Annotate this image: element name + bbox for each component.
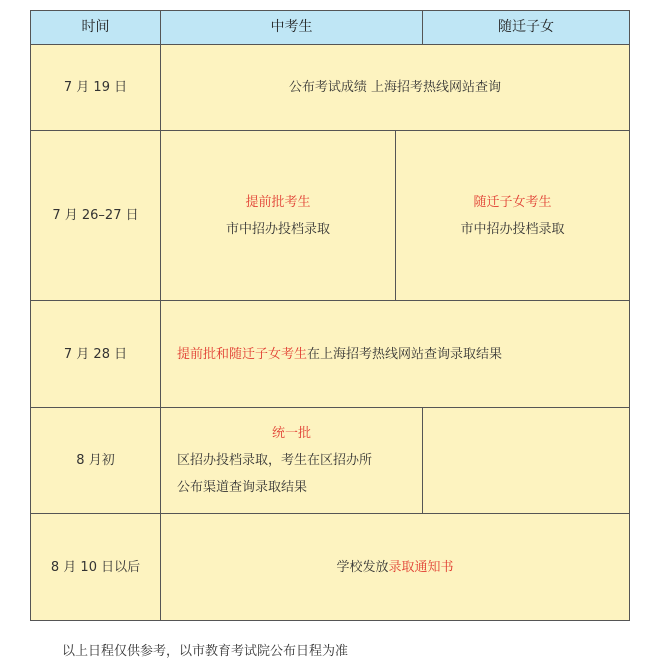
row3-rest-text: 在上海招考热线网站查询录取结果 <box>307 346 503 362</box>
row2-right <box>395 130 630 301</box>
row3-line <box>177 341 502 368</box>
header-time-label: 时间 <box>81 19 110 35</box>
row1-content <box>160 44 630 131</box>
row3-date <box>30 300 161 408</box>
row4-line2: 公布渠道查询录取结果 <box>177 480 308 495</box>
row2-left-title: 提前批考生 <box>245 194 311 210</box>
row1-date-text: 7 月 19 日 <box>63 80 128 95</box>
row3-content <box>160 300 630 408</box>
row5-red-text: 录取通知书 <box>388 559 454 575</box>
row3-red-text: 提前批和随迁子女考生 <box>177 346 308 362</box>
row2-date-text: 7 月 26–27 日 <box>52 208 139 223</box>
footnote: 以上日程仅供参考，以市教育考试院公布日程为准 <box>62 644 349 659</box>
row5-plain-text: 学校发放 <box>336 559 389 575</box>
header-suiqian <box>422 10 630 45</box>
row2-date <box>30 130 161 301</box>
row2-left <box>160 130 396 301</box>
header-time <box>30 10 161 45</box>
row1-date <box>30 44 161 131</box>
header-suiqian-label: 随迁子女 <box>498 19 554 35</box>
row2-left-text: 市中招办投档录取 <box>225 221 330 237</box>
row4-line1: 区招办投档录取，考生在区招办所 <box>177 453 373 468</box>
row4-date-text: 8 月初 <box>76 453 115 468</box>
row4-content <box>160 407 423 514</box>
row5-line <box>336 554 453 581</box>
header-zhongkao <box>160 10 423 45</box>
row5-content <box>160 513 630 621</box>
row2-right-title: 随迁子女考生 <box>473 194 552 210</box>
row4-date <box>30 407 161 514</box>
row5-date <box>30 513 161 621</box>
row4-empty <box>422 407 630 514</box>
row2-right-text: 市中招办投档录取 <box>460 221 565 237</box>
row1-text: 公布考试成绩 上海招考热线网站查询 <box>288 80 502 95</box>
header-zhongkao-label: 中考生 <box>270 19 313 35</box>
row4-title: 统一批 <box>271 426 311 441</box>
row3-date-text: 7 月 28 日 <box>63 346 128 362</box>
row5-date-text: 8 月 10 日以后 <box>50 559 141 575</box>
